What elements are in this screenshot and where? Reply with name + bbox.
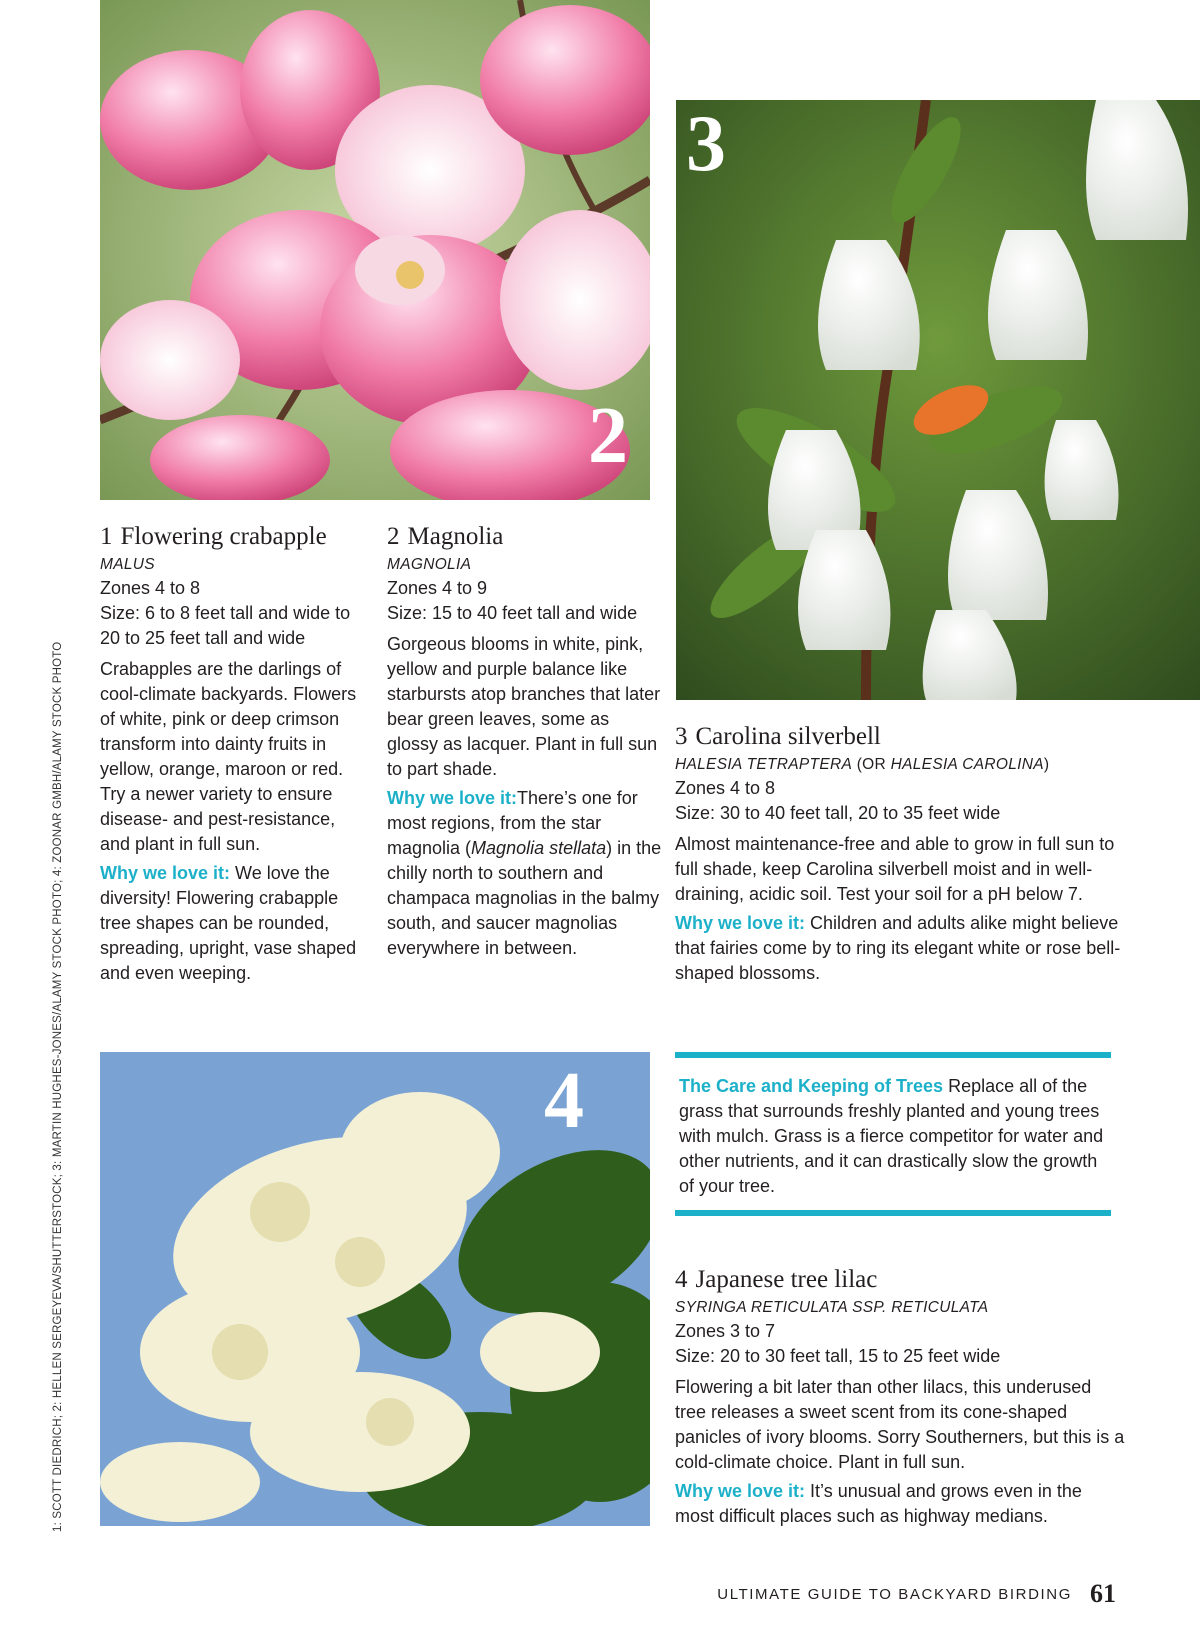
entry-why-we-love-it: Why we love it: It’s unusual and grows even in the most difficult places such as highway medians.: [675, 1481, 1082, 1526]
silverbell-photo: [676, 100, 1200, 700]
page-number: 61: [1090, 1579, 1116, 1608]
entry-title: 2 Magnolia: [387, 523, 504, 550]
entry-description: Almost maintenance-free and able to grow in full sun to full shade, keep Carolina silverbell moist and in well-draining, acidic soil. Test your soil for a pH below 7.: [675, 834, 1115, 904]
entry-size: Size: 20 to 30 feet tall, 15 to 25 feet wide: [675, 1346, 1001, 1366]
photo-number-4: 4: [544, 1057, 584, 1145]
entry-size: Size: 6 to 8 feet tall and wide to 20 to 25 feet tall and wide: [100, 603, 351, 648]
entry-title: 3 Carolina silverbell: [675, 723, 881, 750]
entry-latin-name: HALESIA TETRAPTERA (OR HALESIA CAROLINA): [675, 756, 1050, 773]
publication-title: ULTIMATE GUIDE TO BACKYARD BIRDING: [717, 1585, 1072, 1603]
entry-description: Flowering a bit later than other lilacs, this underused tree releases a sweet scent from its cone-shaped panicles of ivory blooms. Sorry Southerners, but this is a cold-climate choice. Plant in full sun.: [675, 1377, 1125, 1472]
entry-flowering-crabapple: [100, 521, 370, 986]
photo-number-3: 3: [686, 100, 726, 188]
entry-japanese-tree-lilac: [675, 1264, 1125, 1529]
silverbell-illustration: [676, 100, 1200, 700]
entry-size: Size: 30 to 40 feet tall, 20 to 35 feet wide: [675, 803, 1001, 823]
entry-carolina-silverbell: [675, 721, 1125, 986]
entry-magnolia: [387, 521, 662, 961]
lilac-illustration: [100, 1052, 650, 1526]
entry-zones: Zones 4 to 9: [387, 578, 488, 598]
entry-latin-name: MAGNOLIA: [387, 556, 472, 573]
entry-zones: Zones 4 to 8: [100, 578, 201, 598]
lilac-photo: [100, 1052, 650, 1526]
entry-size: Size: 15 to 40 feet tall and wide: [387, 603, 638, 623]
entry-title: 4 Japanese tree lilac: [675, 1266, 878, 1293]
photo-credits: 1: SCOTT DIEDRICH; 2: HELLEN SERGEYEVA/SHUTTERSTOCK; 3: MARTIN HUGHES-JONES/ALAMY STOCK PHOTO; 4: ZOONAR GMBH/ALAMY STOCK PHOTO: [52, 641, 64, 1532]
care-tip-box: [675, 1052, 1111, 1216]
entry-why-we-love-it: Why we love it: Children and adults alike might believe that fairies come by to ring its elegant white or rose bell-shaped blossoms.: [675, 913, 1121, 983]
entry-zones: Zones 4 to 8: [675, 778, 776, 798]
entry-description: Crabapples are the darlings of cool-climate backyards. Flowers of white, pink or deep crimson transform into dainty fruits in yellow, orange, maroon or red. Try a newer variety to ensure disease- and pest-resistance, and plant in full sun.: [100, 659, 357, 854]
page-footer: [696, 1574, 1116, 1614]
entry-latin-name: SYRINGA RETICULATA SSP. RETICULATA: [675, 1299, 989, 1316]
photo-number-2: 2: [588, 392, 628, 480]
entry-title: 1 Flowering crabapple: [100, 523, 327, 550]
entry-why-we-love-it: Why we love it:There’s one for most regions, from the star magnolia (Magnolia stellata) in the chilly north to southern and champaca magnolias in the balmy south, and saucer magnolias everywhere in between.: [387, 788, 662, 958]
magnolia-photo: [100, 0, 650, 500]
care-tip-text: The Care and Keeping of Trees Replace all of the grass that surrounds freshly planted and young trees with mulch. Grass is a fierce competitor for water and other nutrients, and it can drastically slow the growth of your tree.: [679, 1076, 1104, 1196]
entry-why-we-love-it: Why we love it: We love the diversity! Flowering crabapple tree shapes can be rounded, spreading, upright, vase shaped and even weeping.: [100, 863, 357, 983]
entry-zones: Zones 3 to 7: [675, 1321, 776, 1341]
magnolia-illustration: [100, 0, 650, 500]
entry-latin-name: MALUS: [100, 556, 155, 573]
entry-description: Gorgeous blooms in white, pink, yellow and purple balance like starbursts atop branches that later bear green leaves, some as glossy as lacquer. Plant in full sun to part shade.: [387, 634, 661, 779]
